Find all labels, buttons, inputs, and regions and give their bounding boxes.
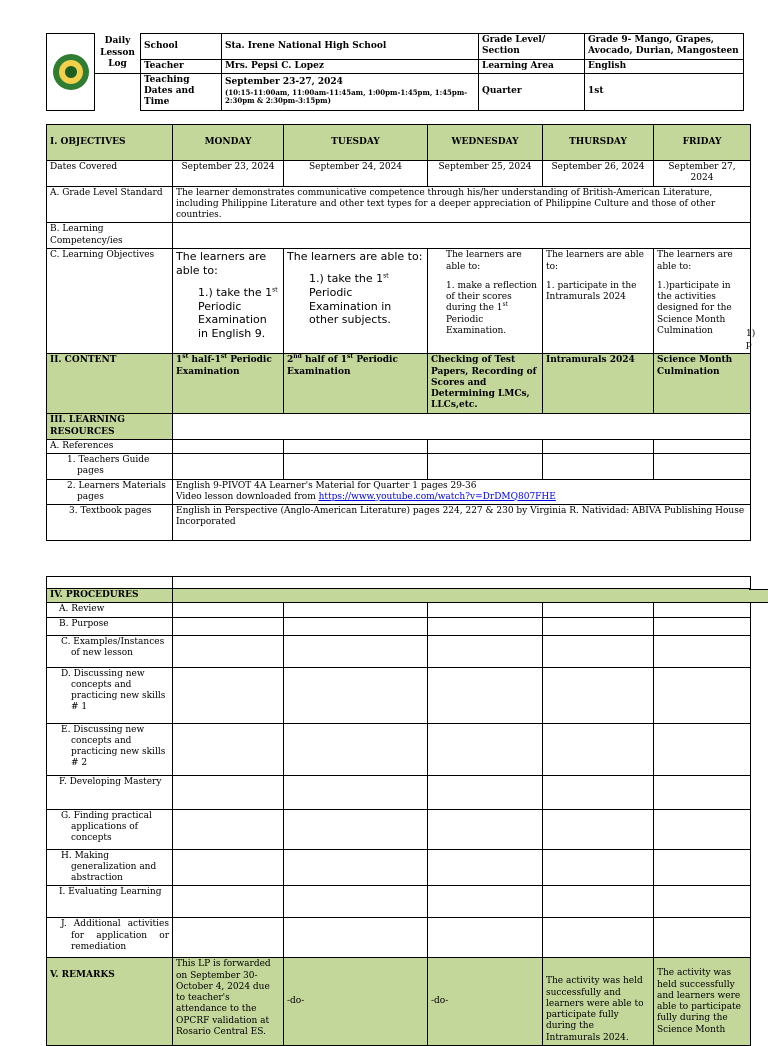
textbook-value: English in Perspective (Anglo-American Literature) pages 224, 227 & 230 by Virginia R. Natividad: ABIVA Publishing House Incorporated (173, 505, 751, 541)
lm-video-prefix: Video lesson downloaded from (176, 491, 319, 502)
lo-friday-item: 1.)participate in the activities designed for the Science Month Culmination (657, 280, 732, 336)
textbook-label: 3. Textbook pages (47, 505, 173, 541)
school-label: School (141, 34, 222, 60)
blank-cell (428, 918, 543, 958)
competency-label: B. Learning Competency/ies (47, 223, 173, 249)
proc-generalization: H. Making generalization and abstraction (47, 849, 173, 886)
remarks-tuesday: -do- (284, 958, 428, 1046)
proc-mastery: F. Developing Mastery (47, 775, 173, 809)
day-friday: FRIDAY (654, 125, 751, 161)
blank-cell (543, 667, 654, 723)
blank-cell (173, 617, 284, 635)
blank-cell (284, 723, 428, 775)
blank-cell (543, 617, 654, 635)
blank-cell (543, 809, 654, 849)
proc-practical: G. Finding practical applications of concepts (47, 809, 173, 849)
ref-cell (284, 439, 428, 453)
tg-cell (428, 454, 543, 480)
blank-cell (543, 775, 654, 809)
date-friday: September 27, 2024 (654, 161, 751, 187)
content-thursday: Intramurals 2024 (543, 354, 654, 414)
blank-cell (284, 849, 428, 886)
blank-cell (284, 809, 428, 849)
blank-cell (428, 667, 543, 723)
tg-cell (284, 454, 428, 480)
blank-cell (428, 849, 543, 886)
dates-label: Teaching Dates and Time (141, 73, 222, 110)
lo-wednesday-item: 1. make a reflection of their scores during the 1st Periodic Examination. (446, 280, 537, 336)
proc-additional: J. Additional activities for application or remediation (47, 918, 173, 958)
remarks-friday: The activity was held successfully and learners were able to participate fully during the Science Month (654, 958, 751, 1046)
blank-cell (543, 635, 654, 667)
day-monday: MONDAY (173, 125, 284, 161)
standard-label: A. Grade Level Standard (47, 186, 173, 223)
ref-cell (654, 439, 751, 453)
blank-cell (543, 603, 654, 617)
blank-cell (543, 918, 654, 958)
ref-cell (428, 439, 543, 453)
blank-cell (173, 603, 284, 617)
blank-cell (284, 775, 428, 809)
blank-cell (428, 886, 543, 918)
blank-cell (654, 849, 751, 886)
blank-cell (284, 617, 428, 635)
proc-discussing-2: E. Discussing new concepts and practicing new skills # 2 (47, 723, 173, 775)
quarter-label: Quarter (479, 73, 585, 110)
tg-cell (654, 454, 751, 480)
blank-cell (284, 918, 428, 958)
grade-label: Grade Level/ Section (479, 34, 585, 60)
learning-objectives-label: C. Learning Objectives (47, 249, 173, 354)
lesson-table-top (46, 124, 756, 541)
day-thursday: THURSDAY (543, 125, 654, 161)
content-heading: II. CONTENT (47, 354, 173, 414)
area-value: English (585, 59, 744, 73)
lm-video (176, 492, 747, 503)
lo-friday-intro: The learners are able to: (657, 250, 733, 272)
teacher-label: Teacher (141, 59, 222, 73)
blank-cell (428, 603, 543, 617)
blank-cell (173, 809, 284, 849)
lo-wednesday-intro: The learners are able to: (446, 250, 522, 272)
content-tuesday: 2nd half of 1st Periodic Examination (284, 354, 428, 414)
blank-cell (284, 667, 428, 723)
date-tuesday: September 24, 2024 (284, 161, 428, 187)
lo-overflow-text: 1) p (746, 328, 756, 350)
blank-cell (173, 849, 284, 886)
blank-cell (173, 635, 284, 667)
learners-materials-value (173, 479, 751, 505)
quarter-value: 1st (585, 73, 744, 110)
blank-cell (173, 918, 284, 958)
teacher-value: Mrs. Pepsi C. Lopez (222, 59, 479, 73)
lo-monday (173, 249, 284, 354)
lesson-table-bottom (46, 576, 751, 1046)
header-table (46, 33, 744, 111)
remarks-wednesday: -do- (428, 958, 543, 1046)
objectives-heading: I. OBJECTIVES (47, 125, 173, 161)
resources-heading: III. LEARNING RESOURCES (47, 414, 173, 440)
blank-cell (284, 886, 428, 918)
blank-cell (173, 723, 284, 775)
lo-tuesday-intro: The learners are able to: (287, 250, 423, 264)
lo-monday-intro: The learners are able to: (176, 250, 267, 277)
dates-main: September 23-27, 2024 (225, 77, 343, 88)
references-label: A. References (47, 439, 173, 453)
dates-covered-label: Dates Covered (47, 161, 173, 187)
blank-cell (173, 775, 284, 809)
blank-cell (543, 886, 654, 918)
blank-cell (173, 667, 284, 723)
dates-times: (10:15-11:00am, 11:00am-11:45am, 1:00pm-1:45pm, 1:45pm-2:30pm & 2:30pm-3:15pm) (225, 87, 468, 106)
proc-examples: C. Examples/Instances of new lesson (47, 635, 173, 667)
date-monday: September 23, 2024 (173, 161, 284, 187)
blank-cell (654, 775, 751, 809)
ref-cell (543, 439, 654, 453)
lo-wednesday (428, 249, 543, 354)
day-tuesday: TUESDAY (284, 125, 428, 161)
day-wednesday: WEDNESDAY (428, 125, 543, 161)
lo-friday (654, 249, 756, 354)
content-monday: 1st half-1st Periodic Examination (173, 354, 284, 414)
blank-cell (654, 667, 751, 723)
blank-cell (654, 809, 751, 849)
remarks-thursday: The activity was held successfully and learners were able to participate fully during the Intramurals 2024. (543, 958, 654, 1046)
tg-cell (543, 454, 654, 480)
blank-cell (173, 577, 751, 589)
blank-cell (428, 635, 543, 667)
school-seal-icon (53, 54, 89, 90)
dates-value (222, 73, 479, 110)
blank-cell (543, 849, 654, 886)
log-title: Daily Lesson Log (95, 34, 141, 74)
blank-cell (284, 603, 428, 617)
procedures-band-overflow (749, 589, 768, 603)
date-wednesday: September 25, 2024 (428, 161, 543, 187)
proc-purpose: B. Purpose (47, 617, 173, 635)
lo-monday-item: 1.) take the 1st Periodic Examination in English 9. (198, 285, 278, 340)
procedures-band (173, 589, 751, 603)
ref-cell (173, 439, 284, 453)
blank-cell (95, 73, 141, 110)
proc-discussing-1: D. Discussing new concepts and practicing new skills # 1 (47, 667, 173, 723)
date-thursday: September 26, 2024 (543, 161, 654, 187)
lo-thursday-intro: The learners are able to: (546, 250, 644, 272)
blank-cell (428, 723, 543, 775)
content-friday: Science Month Culmination (654, 354, 751, 414)
standard-text: The learner demonstrates communicative competence through his/her understanding of British-American Literature, including Philippine Literature and other text types for a deeper appreciation of Philippine Culture and those of other countries. (173, 186, 751, 223)
procedures-heading: IV. PROCEDURES (47, 589, 173, 603)
blank-cell (654, 635, 751, 667)
teachers-guide-label: 1. Teachers Guide pages (47, 454, 173, 480)
blank-cell (284, 635, 428, 667)
blank-cell (543, 723, 654, 775)
blank-cell (428, 617, 543, 635)
lo-tuesday-item: 1.) take the 1st Periodic Examination in other subjects. (309, 272, 392, 327)
blank-cell (173, 886, 284, 918)
lo-thursday-item: 1. participate in the Intramurals 2024 (546, 280, 637, 302)
blank-cell (47, 577, 173, 589)
blank-cell (428, 809, 543, 849)
competency-value (173, 223, 751, 249)
grade-value: Grade 9- Mango, Grapes, Avocado, Durian, Mangosteen (585, 34, 744, 60)
blank-cell (654, 617, 751, 635)
blank-cell (654, 723, 751, 775)
content-wednesday: Checking of Test Papers, Recording of Scores and Determining LMCs, LLCs,etc. (428, 354, 543, 414)
blank-cell (428, 775, 543, 809)
school-value: Sta. Irene National High School (222, 34, 479, 60)
lo-thursday (543, 249, 654, 354)
area-label: Learning Area (479, 59, 585, 73)
remarks-monday: This LP is forwarded on September 30-October 4, 2024 due to teacher's attendance to the OPCRF validation at Rosario Central ES. (173, 958, 284, 1046)
youtube-link[interactable]: https://www.youtube.com/watch?v=DrDMQ807FHE (318, 491, 556, 502)
school-logo-cell (47, 34, 95, 111)
blank-cell (654, 886, 751, 918)
lo-tuesday (284, 249, 428, 354)
learners-materials-label: 2. Learners Materials pages (47, 479, 173, 505)
remarks-heading: V. REMARKS (47, 958, 173, 1046)
proc-evaluating: I. Evaluating Learning (47, 886, 173, 918)
lm-text: English 9-PIVOT 4A Learner's Material for Quarter 1 pages 29-36 (176, 480, 477, 491)
blank-cell (654, 603, 751, 617)
resources-blank (173, 414, 751, 440)
proc-review: A. Review (47, 603, 173, 617)
tg-cell (173, 454, 284, 480)
blank-cell (654, 918, 751, 958)
